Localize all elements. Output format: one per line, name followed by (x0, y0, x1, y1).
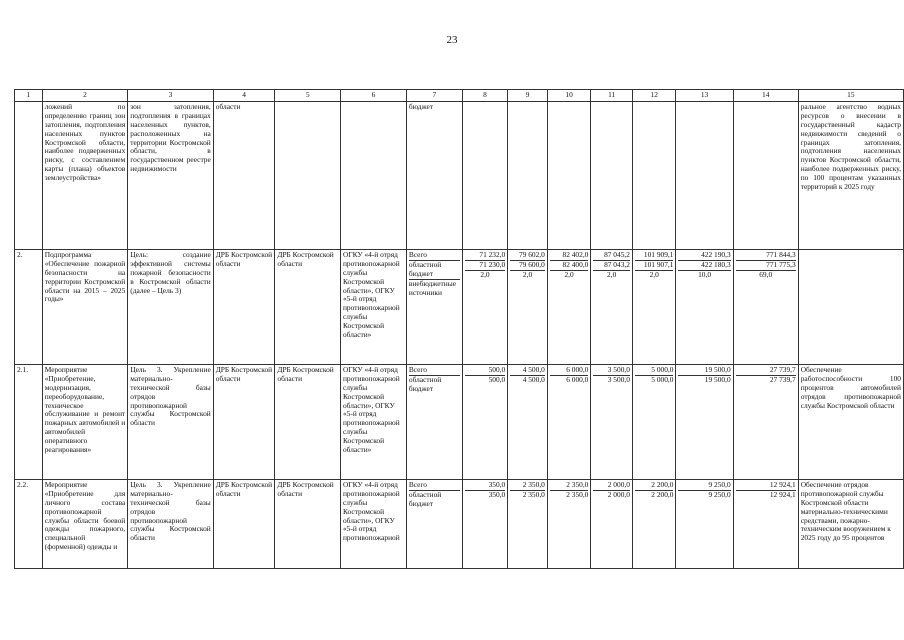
goal-text: зон затопления, подтопления в границах населенных пунктов, расположенных на территории Костромской области, в государственном реестре недвижимости (128, 101, 213, 249)
responsible-executor: ДРБ Костромской области (213, 364, 275, 479)
funding-col (462, 479, 507, 568)
funding-col (547, 364, 591, 479)
value: 350,0 (465, 490, 505, 500)
header-cell: 1 (15, 90, 43, 102)
funding-col (676, 364, 733, 479)
value: 422 180,3 (678, 260, 730, 270)
header-cell: 9 (508, 90, 548, 102)
value: 6 000,0 (566, 364, 589, 374)
goal-text: Цель 3. Укрепление материально-технической базы отрядов противопожарной службы Костромской области (128, 364, 213, 479)
participants (340, 101, 406, 249)
table-row (15, 364, 904, 479)
goal-text: Цель: создание эффективной системы пожарной безопасности в Костромской области (далее – Цель 3) (128, 249, 213, 364)
activity-name: Мероприятие «Приобретение для личного состава противопожарной службы области боевой одежды пожарного, специальной (форменной) одежды и (42, 479, 128, 568)
source-extrabudget: внебюджетные источники (409, 279, 460, 298)
value: 12 924,1 (769, 479, 796, 489)
funding-col (508, 249, 548, 364)
funding-col (733, 479, 798, 568)
row-number: 2.2. (15, 479, 43, 568)
value: 101 907,1 (635, 260, 674, 270)
activity-name: ложений по определению границ зон затопления, подтопления населенных пунктов Костромской области, наиболее подверженных риску, с составлением карты (плана) объектов землеустройства» (42, 101, 128, 249)
row-number (15, 101, 43, 249)
value: 771 775,3 (736, 260, 796, 270)
header-cell: 11 (591, 90, 633, 102)
header-cell: 7 (406, 90, 462, 102)
funding-source (406, 364, 462, 479)
value: 69,0 (736, 270, 796, 280)
value: 12 924,1 (736, 490, 796, 500)
value: 27 739,7 (769, 364, 796, 374)
value: 19 500,0 (704, 364, 731, 374)
expected-result: ральное агентство водных ресурсов о внесении в государственный кадастр недвижимости сведений о границах затопления, подтопления населенных пунктов Костромской области, наиболее подверженных риску, по 100 процентам указанных территорий к 2025 году (798, 101, 903, 249)
goal-text: Цель 3. Укрепление материально-технической базы отрядов противопожарной службы Костромской области (128, 479, 213, 568)
expected-result (798, 249, 903, 364)
value: 27 739,7 (736, 375, 796, 385)
value: 101 909,1 (643, 249, 674, 259)
value: 19 500,0 (678, 375, 730, 385)
value: 79 602,0 (518, 249, 545, 259)
activity-name: Подпрограмма «Обеспечение пожарной безопасности на территории Костромской области на 2015 – 2025 годы» (42, 249, 128, 364)
value: 82 402,0 (562, 249, 589, 259)
value: 2 000,0 (607, 479, 630, 489)
source-total: Всего (408, 364, 427, 374)
funding-col (676, 249, 733, 364)
value: 79 600,0 (510, 260, 545, 270)
source-total: Всего (408, 479, 427, 489)
source-regional: областной бюджет (409, 375, 460, 394)
funding-col (462, 249, 507, 364)
header-cell: 5 (275, 90, 341, 102)
funding-col (591, 249, 633, 364)
funding-col (591, 364, 633, 479)
header-cell: 10 (547, 90, 591, 102)
header-cell: 12 (632, 90, 676, 102)
main-administrator: ДРБ Костромской области (275, 479, 341, 568)
value: 10,0 (678, 270, 730, 280)
value: 2 200,0 (635, 490, 674, 500)
value: 87 043,2 (593, 260, 630, 270)
header-cell: 13 (676, 90, 733, 102)
source-total: Всего (408, 249, 427, 259)
participants: ОГКУ «4-й отряд противопожарной службы Костромской области», ОГКУ «5-й отряд противопожарной службы Костромской области» (340, 249, 406, 364)
funding-col (632, 479, 676, 568)
header-cell: 14 (733, 90, 798, 102)
program-table (14, 89, 904, 569)
funding-col (676, 479, 733, 568)
funding-source: бюджет (406, 101, 462, 249)
header-cell: 6 (340, 90, 406, 102)
value: 500,0 (488, 364, 506, 374)
value: 2 350,0 (510, 490, 545, 500)
funding-col (591, 479, 633, 568)
value: 5 000,0 (635, 375, 674, 385)
row-number: 2.1. (15, 364, 43, 479)
funding-col (632, 364, 676, 479)
value: 2,0 (465, 270, 505, 280)
main-administrator (275, 101, 341, 249)
value: 2 350,0 (566, 479, 589, 489)
header-cell: 3 (128, 90, 213, 102)
value: 2 350,0 (522, 479, 545, 489)
main-administrator: ДРБ Костромской области (275, 249, 341, 364)
value: 71 232,0 (479, 249, 506, 259)
value: 2 000,0 (593, 490, 630, 500)
participants: ОГКУ «4-й отряд противопожарной службы Костромской области», ОГКУ «5-й отряд противопожарной (340, 479, 406, 568)
value: 4 500,0 (510, 375, 545, 385)
responsible-executor: области (213, 101, 275, 249)
value: 3 500,0 (607, 364, 630, 374)
activity-name: Мероприятие «Приобретение, модернизация, переоборудование, техническое обслуживание и ремонт пожарных автомобилей и автомобилей оперативного реагирования» (42, 364, 128, 479)
value: 771 844,3 (766, 249, 796, 259)
value: 3 500,0 (593, 375, 630, 385)
header-cell: 15 (798, 90, 903, 102)
value: 2,0 (510, 270, 545, 280)
funding-col (508, 364, 548, 479)
funding-col (632, 249, 676, 364)
header-cell: 8 (462, 90, 507, 102)
funding-col (547, 479, 591, 568)
value: 2 350,0 (550, 490, 589, 500)
funding-col (547, 249, 591, 364)
value: 82 400,0 (550, 260, 589, 270)
value: 9 250,0 (708, 479, 731, 489)
responsible-executor: ДРБ Костромской области (213, 249, 275, 364)
funding-col (508, 479, 548, 568)
value: 6 000,0 (550, 375, 589, 385)
header-row (15, 90, 904, 102)
header-cell: 4 (213, 90, 275, 102)
value: 9 250,0 (678, 490, 730, 500)
funding-col (733, 249, 798, 364)
value: 4 500,0 (522, 364, 545, 374)
participants: ОГКУ «4-й отряд противопожарной службы Костромской области», ОГКУ «5-й отряд противопожарной службы Костромской области» (340, 364, 406, 479)
funding-col (733, 364, 798, 479)
value: 2,0 (550, 270, 589, 280)
table-row (15, 249, 904, 364)
row-number: 2. (15, 249, 43, 364)
funding-source (406, 479, 462, 568)
expected-result: Обеспечение работоспособности 100 процентов автомобилей отрядов противопожарной службы Костромской области (798, 364, 903, 479)
table-row (15, 101, 904, 249)
table-row (15, 479, 904, 568)
value: 5 000,0 (651, 364, 674, 374)
value: 71 230,0 (465, 260, 505, 270)
value: 2 200,0 (651, 479, 674, 489)
funding-col (462, 364, 507, 479)
funding-source (406, 249, 462, 364)
value: 500,0 (465, 375, 505, 385)
page-number: 23 (446, 34, 458, 46)
main-administrator: ДРБ Костромской области (275, 364, 341, 479)
responsible-executor: ДРБ Костромской области (213, 479, 275, 568)
header-cell: 2 (42, 90, 128, 102)
value: 2,0 (593, 270, 630, 280)
value: 2,0 (635, 270, 674, 280)
value: 350,0 (488, 479, 506, 489)
value: 422 190,3 (701, 249, 731, 259)
source-regional: областной бюджет (409, 260, 460, 279)
value: 87 045,2 (604, 249, 630, 259)
source-regional: областной бюджет (409, 490, 460, 509)
expected-result: Обеспечение отрядов противопожарной службы Костромской области материально-техническими средствами, пожарно-техническим вооружением к 2025 году до 95 процентов (798, 479, 903, 568)
